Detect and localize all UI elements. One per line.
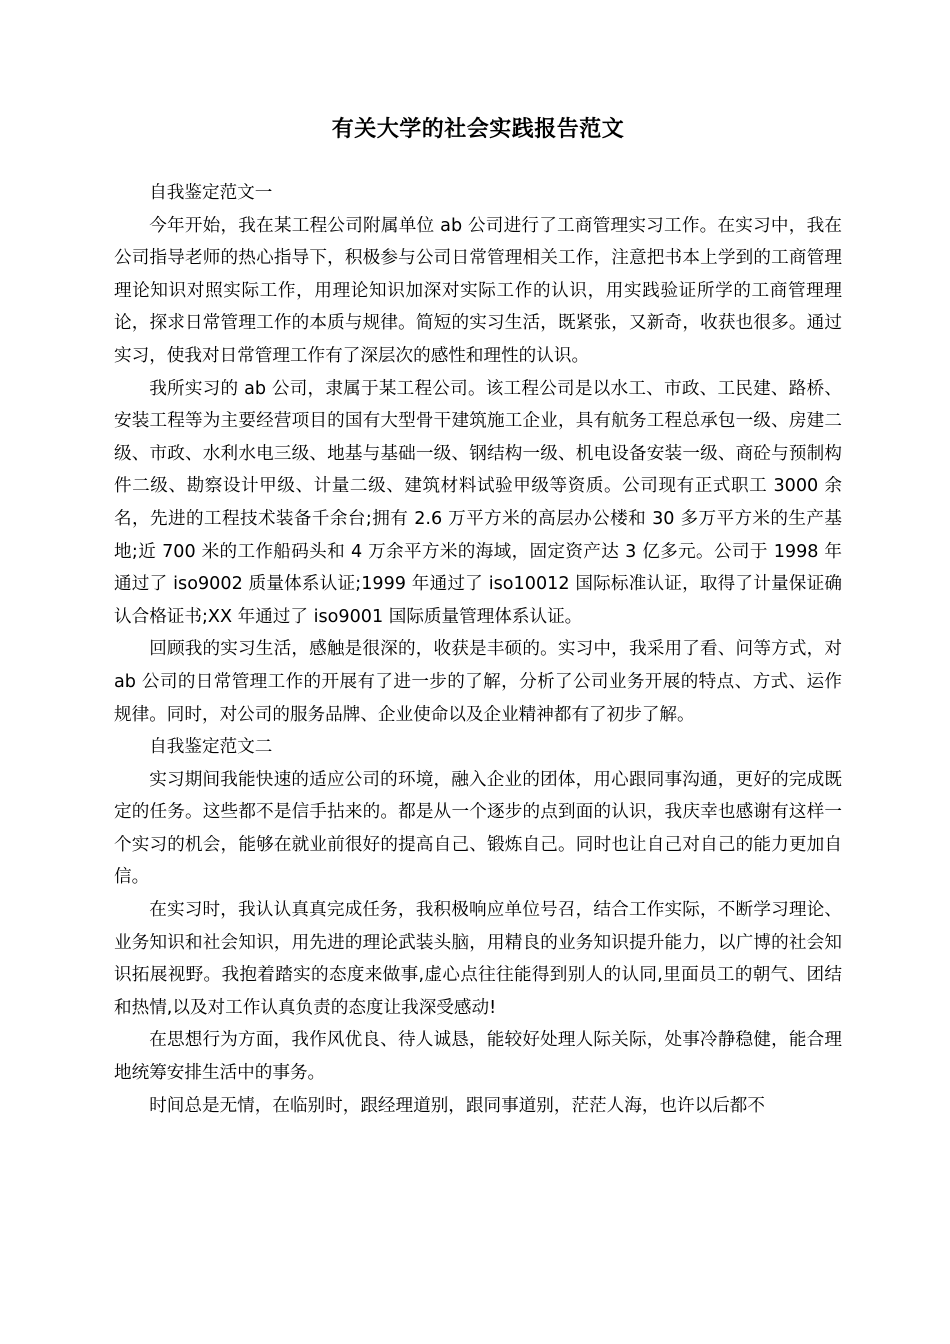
paragraph: 在思想行为方面，我作风优良、待人诚恳，能较好处理人际关际，处事冷静稳健，能合理地统筹安排生活中的事务。	[114, 1030, 842, 1084]
section-2	[114, 731, 842, 1122]
paragraph: 在实习时，我认认真真完成任务，我积极响应单位号召，结合工作实际，不断学习理论、业务知识和社会知识，用先进的理论武装头脑，用精良的业务知识提升能力，以广博的社会知识拓展视野。我抱着踏实的态度来做事,虚心点往往能得到别人的认同,里面员工的朝气、团结和热情,以及对工作认真负责的态度让我深受感动!	[114, 900, 842, 1018]
paragraph: 时间总是无情，在临别时，跟经理道别，跟同事道别，茫茫人海，也许以后都不	[149, 1095, 765, 1116]
paragraph: 我所实习的 ab 公司，隶属于某工程公司。该工程公司是以水工、市政、工民建、路桥、安装工程等为主要经营项目的国有大型骨干建筑施工企业，具有航务工程总承包一级、房建二级、市政、水利水电三级、地基与基础一级、钢结构一级、机电设备安装一级、商砼与预制构件二级、勘察设计甲级、计量二级、建筑材料试验甲级等资质。公司现有正式职工 3000 余名，先进的工程技术装备千余台;拥有 2.6 万平方米的高层办公楼和 30 多万平方米的生产基地;近 700 米的工作船码头和 4 万余平方米的海域，固定资产达 3 亿多元。公司于 1998 年通过了 iso9002 质量体系认证;1999 年通过了 iso10012 国际标准认证，取得了计量保证确认合格证书;XX 年通过了 iso9001 国际质量管理体系认证。	[114, 378, 842, 627]
section-heading: 自我鉴定范文二	[149, 737, 273, 758]
paragraph: 实习期间我能快速的适应公司的环境，融入企业的团体，用心跟同事沟通，更好的完成既定的任务。这些都不是信手拈来的。都是从一个逐步的点到面的认识，我庆幸也感谢有这样一个实习的机会，能够在就业前很好的提高自己、锻炼自己。同时也让自己对自己的能力更加自信。	[114, 769, 842, 888]
document-page	[114, 108, 842, 1122]
paragraph: 回顾我的实习生活，感触是很深的，收获是丰硕的。实习中，我采用了看、问等方式，对 ab 公司的日常管理工作的开展有了进一步的了解，分析了公司业务开展的特点、方式、运作规律。同时，对公司的服务品牌、企业使命以及企业精神都有了初步了解。	[114, 639, 842, 725]
document-title: 有关大学的社会实践报告范文	[331, 117, 625, 142]
section-heading: 自我鉴定范文一	[149, 183, 273, 203]
section-1	[114, 177, 842, 731]
paragraph: 今年开始，我在某工程公司附属单位 ab 公司进行了工商管理实习工作。在实习中，我在公司指导老师的热心指导下，积极参与公司日常管理相关工作，注意把书本上学到的工商管理理论知识对照实际工作，用理论知识加深对实际工作的认识，用实践验证所学的工商管理理论，探求日常管理工作的本质与规律。简短的实习生活，既紧张，又新奇，收获也很多。通过实习，使我对日常管理工作有了深层次的感性和理性的认识。	[114, 215, 842, 366]
